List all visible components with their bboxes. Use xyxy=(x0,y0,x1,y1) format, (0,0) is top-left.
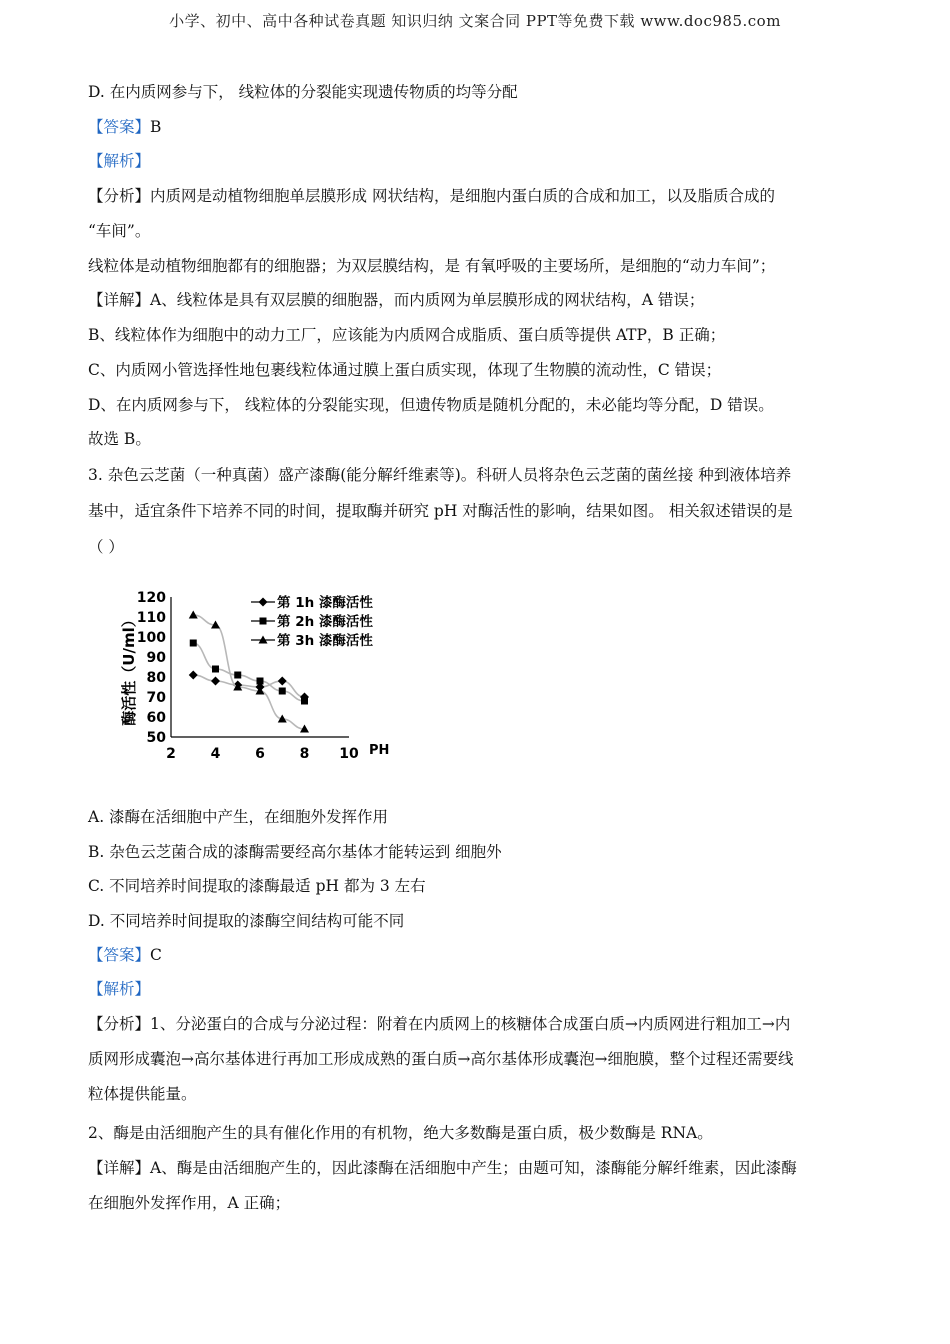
answer-tag: 【答案】 xyxy=(88,946,151,964)
series-line-2 xyxy=(193,643,304,701)
q3-fenxi-line-4: 2、酶是由活细胞产生的具有催化作用的有机物，绝大多数酶是蛋白质，极少数酶是 RNA。 xyxy=(88,1124,713,1142)
fenxi-text: 1、分泌蛋白的合成与分泌过程：附着在内质网上的核糖体合成蛋白质→内质网进行粗加工→内 xyxy=(150,1015,791,1033)
fenxi-tag: 【分析】 xyxy=(88,187,151,205)
data-point-series-1 xyxy=(278,677,287,686)
q2-fenxi-line-1 xyxy=(88,186,775,206)
legend-marker-1 xyxy=(259,598,268,607)
q3-stem-2: 基中，适宜条件下培养不同的时间，提取酶并研究 pH 对酶活性的影响，结果如图。 相关叙述错误的是 xyxy=(88,502,793,520)
legend-label-1: 第 1h 漆酶活性 xyxy=(277,595,373,611)
q2-answer-line xyxy=(88,117,161,137)
x-tick-label: 8 xyxy=(299,746,310,762)
q3-fenxi-line-2: 质网形成囊泡→高尔基体进行再加工形成成熟的蛋白质→高尔基体形成囊泡→细胞膜，整个过程还需要线 xyxy=(88,1050,794,1068)
data-point-series-1 xyxy=(189,671,198,680)
fenxi-text: 内质网是动植物细胞单层膜形成 网状结构，是细胞内蛋白质的合成和加工，以及脂质合成的 xyxy=(150,187,775,205)
data-point-series-3 xyxy=(189,611,198,619)
q3-detail-a1 xyxy=(88,1158,797,1178)
q3-stem-1: 3. 杂色云芝菌（一种真菌）盛产漆酶(能分解纤维素等)。科研人员将杂色云芝菌的菌丝接 种到液体培养 xyxy=(88,466,792,484)
answer-value: B xyxy=(150,118,162,136)
q3-fenxi-line-3: 粒体提供能量。 xyxy=(88,1085,197,1103)
enzyme-activity-chart xyxy=(110,585,410,775)
x-axis-label: PH xyxy=(369,743,390,758)
q3-option-b: B. 杂色云芝菌合成的漆酶需要经高尔基体才能转运到 细胞外 xyxy=(88,843,502,861)
detail-text: A、酶是由活细胞产生的，因此漆酶在活细胞中产生；由题可知，漆酶能分解纤维素，因此漆酶 xyxy=(150,1159,797,1177)
q3-option-a: A. 漆酶在活细胞中产生，在细胞外发挥作用 xyxy=(88,808,389,826)
y-tick-label: 70 xyxy=(146,690,166,706)
q2-detail-b: B、线粒体作为细胞中的动力工厂，应该能为内质网合成脂质、蛋白质等提供 ATP，B 正确； xyxy=(88,326,726,344)
q2-detail-c: C、内质网小管选择性地包裹线粒体通过膜上蛋白质实现，体现了生物膜的流动性，C 错误； xyxy=(88,361,722,379)
legend-label-2: 第 2h 漆酶活性 xyxy=(277,614,373,630)
answer-value: C xyxy=(150,946,162,964)
q3-option-c: C. 不同培养时间提取的漆酶最适 pH 都为 3 左右 xyxy=(88,877,426,895)
q3-analysis-tag: 【解析】 xyxy=(88,980,151,998)
q2-analysis-tag: 【解析】 xyxy=(88,152,151,170)
y-tick-label: 60 xyxy=(146,710,166,726)
y-tick-label: 80 xyxy=(146,670,166,686)
q2-fenxi-line-2: “车间”。 xyxy=(88,222,151,240)
q3-stem-3: （ ） xyxy=(88,538,124,556)
q2-choose: 故选 B。 xyxy=(88,430,151,448)
detail-text: A、线粒体是具有双层膜的细胞器，而内质网为单层膜形成的网状结构，A 错误； xyxy=(150,291,705,309)
q3-answer-line xyxy=(88,945,162,965)
legend-label-3: 第 3h 漆酶活性 xyxy=(277,633,373,649)
y-tick-label: 120 xyxy=(136,590,166,606)
y-axis-label: 酶活性（U/ml） xyxy=(120,612,138,726)
detail-tag: 【详解】 xyxy=(88,1159,151,1177)
y-tick-label: 90 xyxy=(146,650,166,666)
x-tick-label: 10 xyxy=(339,746,359,762)
x-tick-label: 6 xyxy=(255,746,265,762)
y-tick-label: 50 xyxy=(146,730,166,746)
x-tick-label: 4 xyxy=(210,746,221,762)
data-point-series-2 xyxy=(234,672,241,679)
page-header: 小学、初中、高中各种试卷真题 知识归纳 文案合同 PPT等免费下载 www.doc985.com xyxy=(169,12,781,30)
q2-detail-d: D、在内质网参与下， 线粒体的分裂能实现，但遗传物质是随机分配的，未必能均等分配，D 错误。 xyxy=(88,396,774,414)
q3-option-d: D. 不同培养时间提取的漆酶空间结构可能不同 xyxy=(88,912,405,930)
answer-tag: 【答案】 xyxy=(88,118,151,136)
q3-fenxi-line-1 xyxy=(88,1014,790,1034)
x-tick-label: 2 xyxy=(166,746,176,762)
data-point-series-2 xyxy=(257,678,264,685)
data-point-series-2 xyxy=(212,666,219,673)
data-point-series-1 xyxy=(211,677,220,686)
y-tick-label: 100 xyxy=(136,630,166,646)
y-tick-label: 110 xyxy=(136,610,166,626)
legend-marker-2 xyxy=(260,618,267,625)
data-point-series-2 xyxy=(279,688,286,695)
data-point-series-2 xyxy=(190,640,197,647)
q2-detail-a xyxy=(88,290,704,310)
q2-fenxi-line-3: 线粒体是动植物细胞都有的细胞器；为双层膜结构，是 有氧呼吸的主要场所，是细胞的“动力车间”； xyxy=(88,257,776,275)
detail-tag: 【详解】 xyxy=(88,291,151,309)
q2-option-d: D. 在内质网参与下， 线粒体的分裂能实现遗传物质的均等分配 xyxy=(88,83,518,101)
q3-detail-a2: 在细胞外发挥作用，A 正确； xyxy=(88,1194,291,1212)
fenxi-tag: 【分析】 xyxy=(88,1015,151,1033)
data-point-series-2 xyxy=(301,698,308,705)
